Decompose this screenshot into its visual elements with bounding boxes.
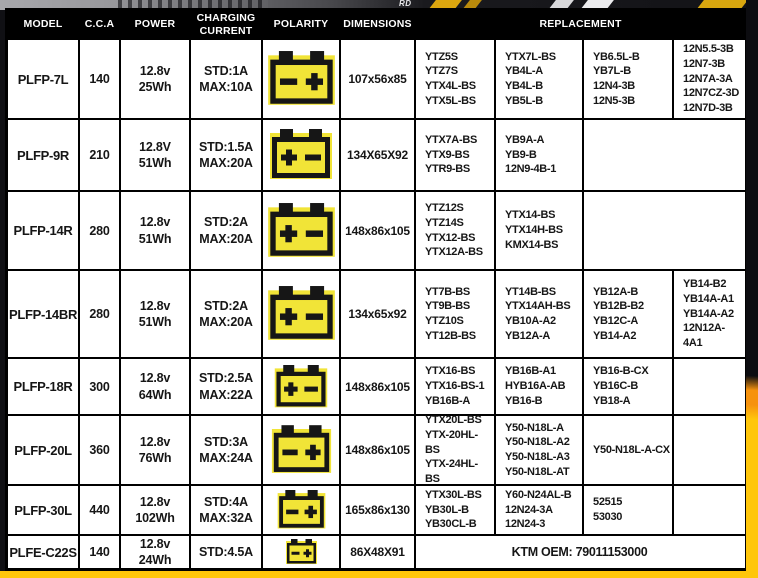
replacement-model: YT7B-BS xyxy=(425,285,470,298)
replacement-model: YTX12A-BS xyxy=(425,246,483,259)
power-cell xyxy=(121,536,189,568)
replacement-model: Y50-N18L-A-CX xyxy=(593,443,670,456)
replacement-model: YTX20L-BS xyxy=(425,414,482,427)
charging-current-cell xyxy=(191,536,261,568)
power-line: 76Wh xyxy=(138,451,172,465)
replacement-model: YB4L-A xyxy=(505,65,543,78)
model-cell: PLFE-C22S xyxy=(8,536,78,568)
cca-cell: 280 xyxy=(80,271,119,357)
polarity-plus-minus-icon xyxy=(268,129,334,181)
power-line: 12.8V xyxy=(139,139,171,154)
charging-line: STD:4A xyxy=(204,494,248,509)
replacement-model: YTX7L-BS xyxy=(505,50,556,63)
replacement-cell xyxy=(416,486,494,534)
battery-spec-table xyxy=(5,8,748,571)
replacement-cell xyxy=(496,192,582,269)
replacement-model: 53030 xyxy=(593,511,623,523)
polarity-minus-plus-icon xyxy=(266,51,337,107)
replacement-cell xyxy=(674,40,745,118)
power-line: 25Wh xyxy=(138,80,172,94)
power-line: 12.8v xyxy=(139,494,171,509)
replacement-model: Y50-N18L-A2 xyxy=(505,436,570,449)
replacement-model: YB14A-A2 xyxy=(683,307,734,320)
replacement-model: Y50-N18L-A3 xyxy=(505,451,570,463)
charging-current-cell xyxy=(191,359,261,414)
polarity-minus-plus-icon xyxy=(285,539,318,565)
replacement-model: YTX16-BS-1 xyxy=(425,380,485,393)
replacement-cell xyxy=(584,192,745,269)
replacement-model: YTZ10S xyxy=(425,315,464,327)
power-line: 64Wh xyxy=(138,387,172,402)
model-cell: PLFP-18R xyxy=(8,359,78,414)
power-line: 102Wh xyxy=(135,511,175,525)
column-header-model: MODEL xyxy=(8,11,78,38)
replacement-model: 12N7CZ-3D xyxy=(683,87,739,100)
replacement-model: YB14-B2 xyxy=(683,278,727,291)
replacement-cell xyxy=(584,359,672,414)
replacement-cell xyxy=(416,359,494,414)
power-line: 12.8v xyxy=(139,215,171,230)
replacement-cell xyxy=(496,120,582,190)
replacement-model: YT9B-BS xyxy=(425,300,470,313)
cca-cell: 140 xyxy=(80,40,119,118)
replacement-model: YTX7A-BS xyxy=(425,133,477,146)
replacement-model: YB14A-A1 xyxy=(683,292,734,305)
polarity-cell xyxy=(263,271,339,357)
replacement-model: 12N24-3A xyxy=(505,503,553,516)
charging-current-cell xyxy=(191,271,261,357)
polarity-plus-minus-icon xyxy=(273,365,329,409)
cca-cell: 440 xyxy=(80,486,119,534)
replacement-cell xyxy=(584,416,672,484)
dimensions-cell: 86X48X91 xyxy=(341,536,414,568)
replacement-cell xyxy=(674,416,745,484)
replacement-cell xyxy=(416,271,494,357)
replacement-cell xyxy=(416,416,494,484)
replacement-model: YB12B-B2 xyxy=(593,300,644,313)
replacement-model: Y60-N24AL-B xyxy=(505,488,572,501)
charging-line: STD:3A xyxy=(204,434,248,449)
charging-line: STD:2A xyxy=(204,215,248,230)
replacement-model: YB7L-B xyxy=(593,65,631,78)
charging-line: STD:2A xyxy=(204,298,248,313)
replacement-model: HYB16A-AB xyxy=(505,380,566,393)
replacement-model: YB5L-B xyxy=(505,94,543,107)
dimensions-cell: 148x86x105 xyxy=(341,416,414,484)
background-right-band xyxy=(746,0,758,578)
charging-line: MAX:20A xyxy=(199,231,253,246)
power-line: 51Wh xyxy=(138,156,172,170)
charging-line: STD:4.5A xyxy=(199,544,253,559)
polarity-cell xyxy=(263,120,339,190)
replacement-model: YB4L-B xyxy=(505,80,543,92)
dimensions-cell: 107x56x85 xyxy=(341,40,414,118)
replacement-model: 12N7-3B xyxy=(683,57,725,70)
power-cell xyxy=(121,486,189,534)
polarity-cell xyxy=(263,40,339,118)
power-line: 12.8v xyxy=(139,63,171,78)
charging-line: STD:2.5A xyxy=(199,371,253,386)
power-cell xyxy=(121,120,189,190)
replacement-cell xyxy=(416,192,494,269)
power-cell xyxy=(121,271,189,357)
replacement-model: YTZ12S xyxy=(425,202,464,215)
model-cell: PLFP-9R xyxy=(8,120,78,190)
polarity-plus-minus-icon xyxy=(266,203,337,259)
cca-cell: 280 xyxy=(80,192,119,269)
replacement-model: 12N7D-3B xyxy=(683,102,733,115)
replacement-model: YB14-A2 xyxy=(593,329,637,342)
polarity-minus-plus-icon xyxy=(270,425,333,475)
replacement-model: YT12B-BS xyxy=(425,329,476,342)
replacement-model: YB16C-B xyxy=(593,380,638,393)
cca-cell: 360 xyxy=(80,416,119,484)
model-cell: PLFP-7L xyxy=(8,40,78,118)
power-line: 51Wh xyxy=(138,231,172,246)
power-line: 12.8v xyxy=(139,298,171,313)
model-cell: PLFP-14R xyxy=(8,192,78,269)
replacement-model: YB16B-A xyxy=(425,394,470,407)
replacement-cell xyxy=(584,40,672,118)
replacement-model: YTX-24HL-BS xyxy=(425,458,478,486)
replacement-model: YTX9-BS xyxy=(425,148,470,161)
dimensions-cell: 134X65X92 xyxy=(341,120,414,190)
column-header-polarity: POLARITY xyxy=(263,11,339,38)
charging-current-cell xyxy=(191,120,261,190)
polarity-cell xyxy=(263,416,339,484)
replacement-model: YB30L-B xyxy=(425,503,469,516)
replacement-model: Y50-N18L-AT xyxy=(505,465,570,478)
replacement-model: YTX4L-BS xyxy=(425,80,476,92)
replacement-cell xyxy=(584,486,672,534)
polarity-plus-minus-icon xyxy=(266,286,337,342)
polarity-cell xyxy=(263,359,339,414)
replacement-model: YB6.5L-B xyxy=(593,50,640,63)
replacement-model: YTZ5S xyxy=(425,50,458,63)
replacement-model: Y50-N18L-A xyxy=(505,421,564,434)
replacement-model: YB12C-A xyxy=(593,315,638,327)
replacement-model: YTX14AH-BS xyxy=(505,300,571,313)
replacement-model: 12N24-3 xyxy=(505,518,546,531)
power-line: 51Wh xyxy=(138,315,172,329)
power-line: 12.8v xyxy=(139,536,171,551)
replacement-model: 12N5.5-3B xyxy=(683,43,734,56)
model-cell: PLFP-30L xyxy=(8,486,78,534)
charging-current-cell xyxy=(191,192,261,269)
power-line: 12.8v xyxy=(139,434,171,449)
power-line: 12.8v xyxy=(139,371,171,386)
dimensions-cell: 148x86x105 xyxy=(341,359,414,414)
replacement-model: YTX5L-BS xyxy=(425,94,476,107)
replacement-model: KMX14-BS xyxy=(505,238,559,251)
replacement-model: YTR9-BS xyxy=(425,163,470,176)
replacement-cell xyxy=(496,40,582,118)
cca-cell: 140 xyxy=(80,536,119,568)
replacement-model: YB9A-A xyxy=(505,133,545,146)
replacement-cell xyxy=(416,120,494,190)
replacement-cell xyxy=(674,359,745,414)
power-cell xyxy=(121,40,189,118)
replacement-cell xyxy=(674,486,745,534)
replacement-model: 12N5-3B xyxy=(593,94,635,107)
charging-line: MAX:10A xyxy=(199,80,253,94)
replacement-model: YTX14-BS xyxy=(505,209,556,222)
model-cell: PLFP-20L xyxy=(8,416,78,484)
charging-current-cell xyxy=(191,416,261,484)
replacement-model: YB16-B xyxy=(505,394,543,407)
charging-line: MAX:20A xyxy=(199,315,253,329)
replacement-model: YTZ14S xyxy=(425,216,464,229)
replacement-model: 12N4-3B xyxy=(593,80,635,92)
replacement-cell xyxy=(416,536,745,568)
replacement-model: 12N12A-4A1 xyxy=(683,322,725,350)
replacement-model: 12N7A-3A xyxy=(683,72,733,85)
replacement-model: YTX14H-BS xyxy=(505,224,563,237)
cca-cell: 210 xyxy=(80,120,119,190)
power-cell xyxy=(121,359,189,414)
power-line: 24Wh xyxy=(138,553,172,567)
charging-current-cell xyxy=(191,40,261,118)
replacement-model: YB12A-B xyxy=(593,285,638,298)
background-photo-text: RD xyxy=(399,0,412,8)
polarity-cell xyxy=(263,536,339,568)
cca-cell: 300 xyxy=(80,359,119,414)
charging-line: MAX:24A xyxy=(199,451,253,465)
replacement-model: YB12A-A xyxy=(505,329,550,342)
column-header-replacement: REPLACEMENT xyxy=(416,11,745,38)
charging-line: STD:1.5A xyxy=(199,139,253,154)
replacement-model: 12N9-4B-1 xyxy=(505,163,557,176)
replacement-model: YB10A-A2 xyxy=(505,315,556,327)
model-cell: PLFP-14BR xyxy=(8,271,78,357)
replacement-model: YB16-B-CX xyxy=(593,365,649,378)
replacement-model: 52515 xyxy=(593,496,623,509)
replacement-model: YTX12-BS xyxy=(425,231,476,244)
replacement-model: YB30CL-B xyxy=(425,518,477,531)
dimensions-cell: 148x86x105 xyxy=(341,192,414,269)
replacement-cell xyxy=(416,40,494,118)
replacement-model: KTM OEM: 79011153000 xyxy=(511,544,648,559)
replacement-cell xyxy=(496,359,582,414)
replacement-model: YB16B-A1 xyxy=(505,365,556,378)
dimensions-cell: 165x86x130 xyxy=(341,486,414,534)
power-cell xyxy=(121,192,189,269)
replacement-cell xyxy=(496,486,582,534)
charging-line: MAX:32A xyxy=(199,511,253,525)
column-header-dimensions: DIMENSIONS xyxy=(341,11,414,38)
column-header-charging-current: CHARGING CURRENT xyxy=(191,11,261,38)
polarity-minus-plus-icon xyxy=(276,490,327,530)
replacement-model: YT14B-BS xyxy=(505,285,556,298)
power-cell xyxy=(121,416,189,484)
column-header-power: POWER xyxy=(121,11,189,38)
replacement-model: YTX16-BS xyxy=(425,365,476,378)
charging-line: STD:1A xyxy=(204,63,248,78)
charging-current-cell xyxy=(191,486,261,534)
background-bottom-band xyxy=(0,571,758,578)
replacement-model: YTX-20HL-BS xyxy=(425,428,478,456)
replacement-model: YB18-A xyxy=(593,394,631,407)
charging-line: MAX:22A xyxy=(199,387,253,402)
column-header-cca: C.C.A xyxy=(80,11,119,38)
charging-line: MAX:20A xyxy=(199,156,253,170)
replacement-cell xyxy=(496,271,582,357)
dimensions-cell: 134x65x92 xyxy=(341,271,414,357)
replacement-model: YTZ7S xyxy=(425,65,458,78)
replacement-model: YTX30L-BS xyxy=(425,488,482,501)
polarity-cell xyxy=(263,192,339,269)
replacement-model: YB9-B xyxy=(505,148,537,161)
replacement-cell xyxy=(496,416,582,484)
replacement-cell xyxy=(584,271,672,357)
replacement-cell xyxy=(584,120,745,190)
polarity-cell xyxy=(263,486,339,534)
replacement-cell xyxy=(674,271,745,357)
